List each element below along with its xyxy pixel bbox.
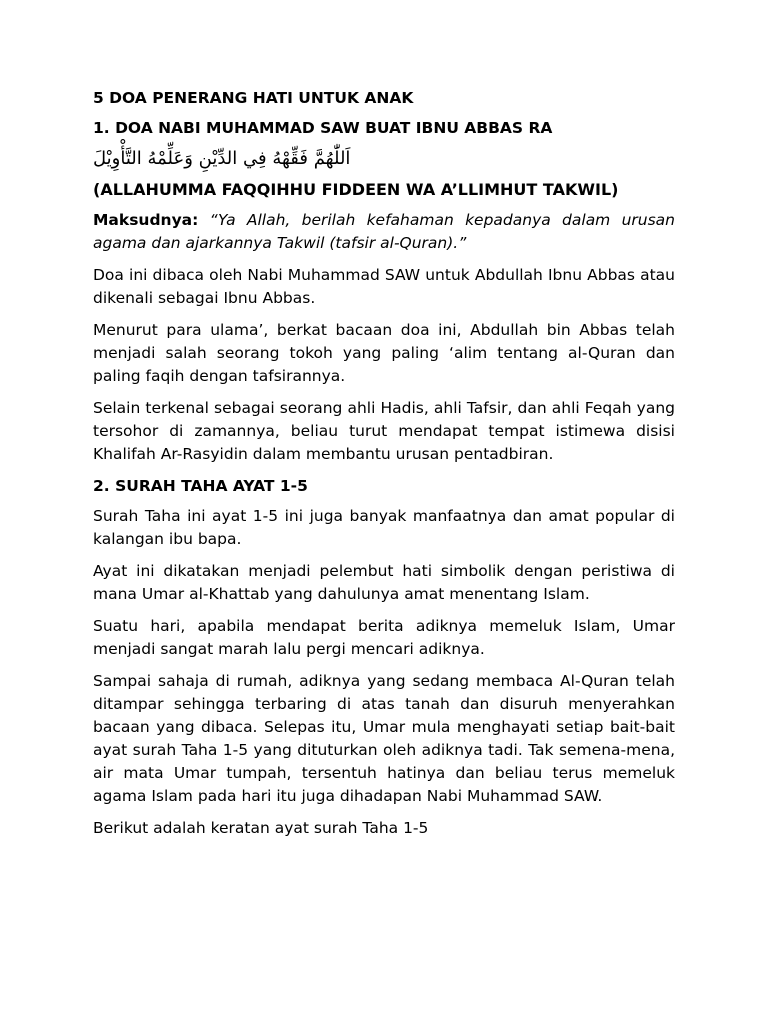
section-1-paragraph: Doa ini dibaca oleh Nabi Muhammad SAW untuk Abdullah Ibnu Abbas atau dikenali sebagai Ibnu Abbas. [93, 266, 675, 307]
meaning-text: “Ya Allah, berilah kefahaman kepadanya dalam urusan agama dan ajarkannya Takwil (tafsir al-Quran).” [93, 211, 675, 252]
section-2-paragraph: Surah Taha ini ayat 1-5 ini juga banyak manfaatnya dan amat popular di kalangan ibu bapa. [93, 507, 675, 548]
document-page [93, 87, 675, 849]
section-2-paragraph: Ayat ini dikatakan menjadi pelembut hati simbolik dengan peristiwa di mana Umar al-Khattab yang dahulunya amat menentang Islam. [93, 562, 675, 603]
section-1-paragraph: Selain terkenal sebagai seorang ahli Hadis, ahli Tafsir, dan ahli Feqah yang tersohor di zamannya, beliau turut mendapat tempat istimewa disisi Khalifah Ar-Rasyidin dalam membantu urusan pentadbiran. [93, 399, 675, 463]
arabic-prayer-text: اَللّٰهُمَّ فَقِّهْهُ فِي الدِّيْنِ وَعَلِّمْهُ التَّأْوِيْلَ [93, 148, 351, 169]
document-title: 5 DOA PENERANG HATI UNTUK ANAK [93, 89, 414, 107]
section-2-paragraph: Sampai sahaja di rumah, adiknya yang sedang membaca Al-Quran telah ditampar sehingga terbaring di atas tanah dan disuruh menyerahkan bacaan yang dibaca. Selepas itu, Umar mula menghayati setiap bait-bait ayat surah Taha 1-5 yang dituturkan oleh adiknya tadi. Tak semena-mena, air mata Umar tumpah, tersentuh hatinya dan beliau terus memeluk agama Islam pada hari itu juga dihadapan Nabi Muhammad SAW. [93, 672, 675, 805]
section-2-heading: 2. SURAH TAHA AYAT 1-5 [93, 477, 308, 495]
meaning-label: Maksudnya: [93, 211, 199, 229]
section-1-paragraph: Menurut para ulama’, berkat bacaan doa ini, Abdullah bin Abbas telah menjadi salah seorang tokoh yang paling ‘alim tentang al-Quran dan paling faqih dengan tafsirannya. [93, 321, 675, 385]
section-2-paragraph: Suatu hari, apabila mendapat berita adiknya memeluk Islam, Umar menjadi sangat marah lalu pergi mencari adiknya. [93, 617, 675, 658]
section-1-heading: 1. DOA NABI MUHAMMAD SAW BUAT IBNU ABBAS RA [93, 119, 553, 137]
section-2-paragraph: Berikut adalah keratan ayat surah Taha 1-5 [93, 819, 429, 837]
prayer-meaning [93, 209, 675, 255]
prayer-transliteration: (ALLAHUMMA FAQQIHHU FIDDEEN WA A’LLIMHUT TAKWIL) [93, 180, 619, 199]
